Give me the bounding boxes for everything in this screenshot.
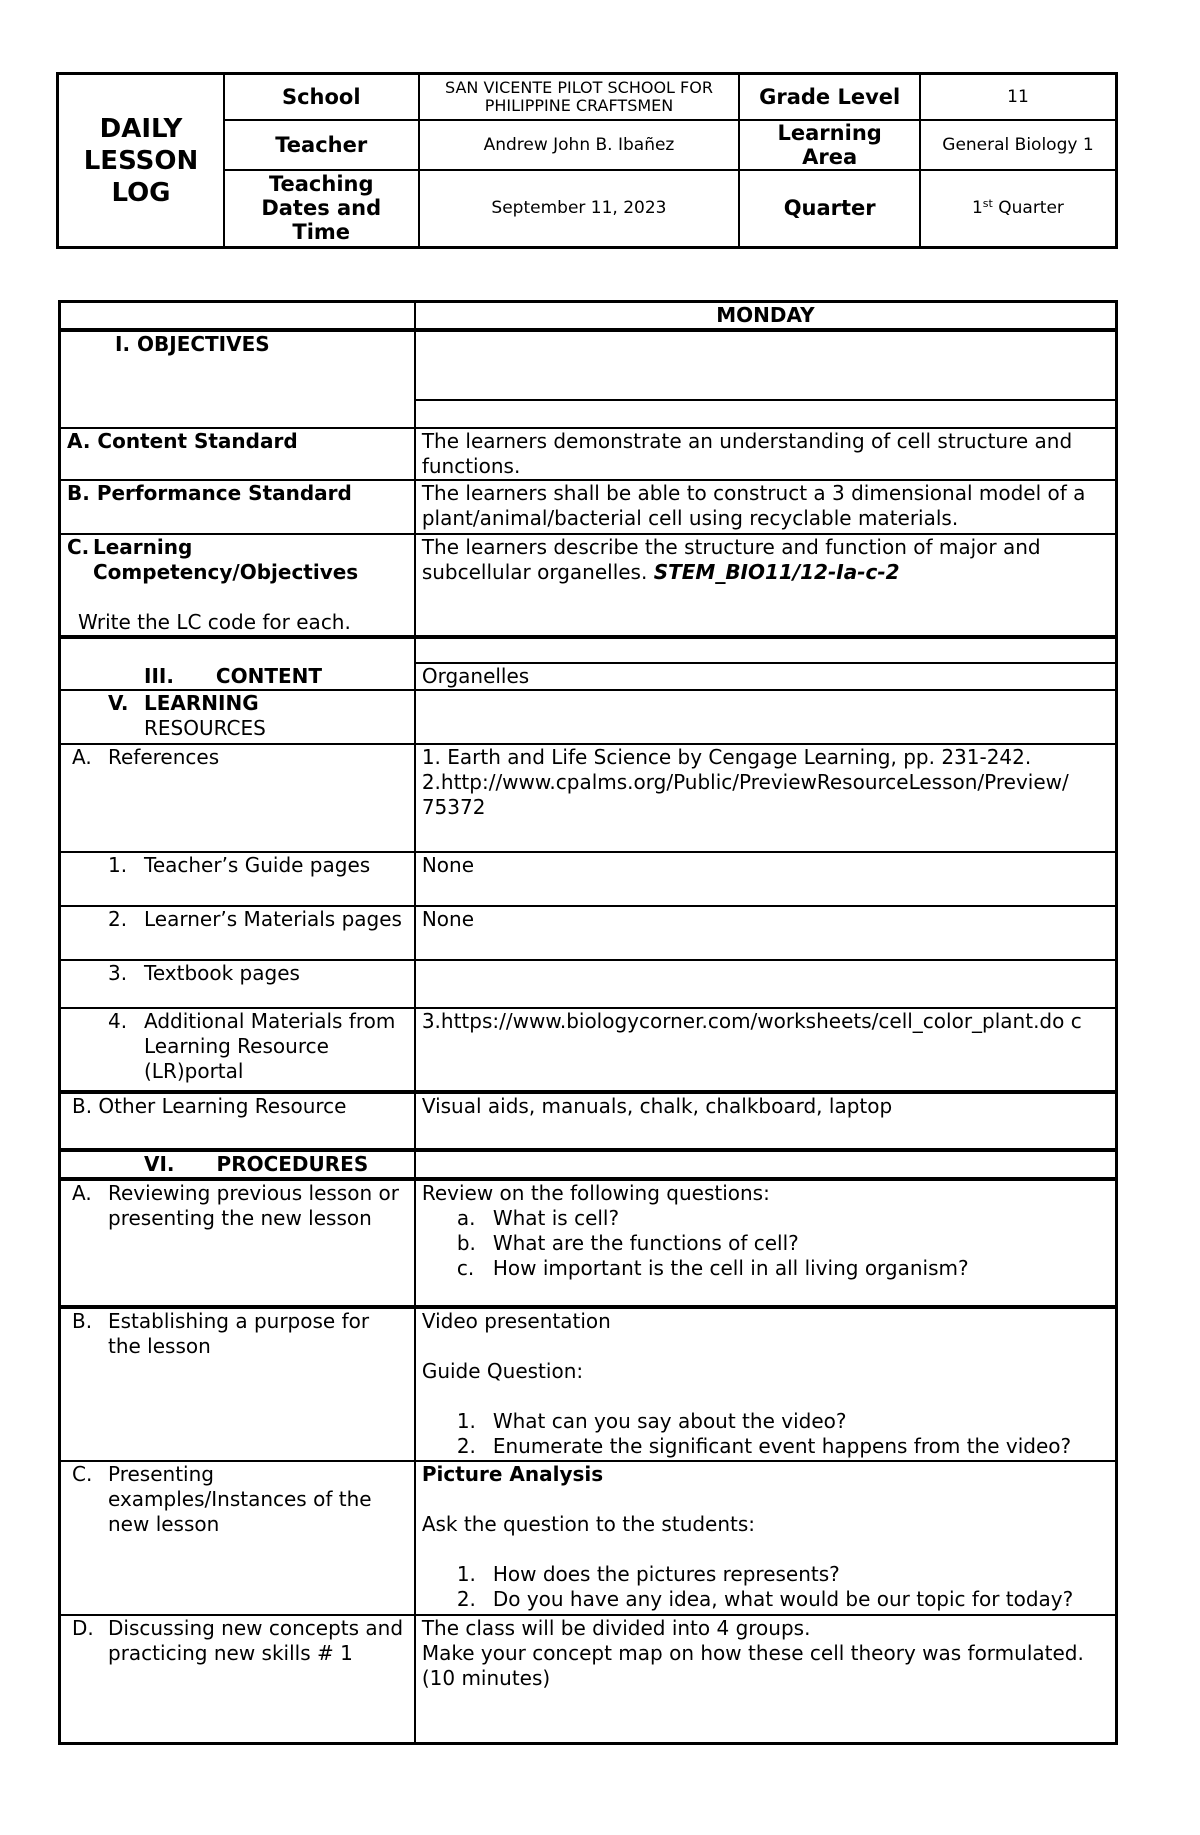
procedures-label: VI. PROCEDURES [60,1150,415,1179]
additional-materials-label: 4. Additional Materials from Learning Resource (LR)portal [60,1008,415,1092]
proc-b-label: B. Establishing a purpose for the lesson [60,1307,415,1461]
teachers-guide-value: None [415,852,1117,906]
references-value: 1. Earth and Life Science by Cengage Learning, pp. 231-242. 2.http://www.cpalms.org/Public/PreviewResourceLesson/Preview/ 75372 [415,744,1117,852]
textbook-label: 3. Textbook pages [60,960,415,1008]
learning-resources-label: V. LEARNING RESOURCES [60,690,415,744]
other-resource-label: B. Other Learning Resource [60,1092,415,1150]
performance-standard-value: The learners shall be able to construct a 3 dimensional model of a plant/animal/bacterial cell using recyclable materials. [415,480,1117,534]
teachers-guide-label: 1. Teacher’s Guide pages [60,852,415,906]
competency-label: C. Learning Competency/Objectives Write the LC code for each. [60,534,415,637]
grade-level-value: 11 [920,74,1117,120]
content-label: III. CONTENT [60,637,415,690]
proc-b-value: Video presentation Guide Question: 1. What can you say about the video? 2. Enumerate the significant event happens from the video? [415,1307,1117,1461]
grade-level-label: Grade Level [739,74,920,120]
learning-area-value: General Biology 1 [920,120,1117,170]
quarter-label: Quarter [739,170,920,248]
school-value: SAN VICENTE PILOT SCHOOL FOR PHILIPPINE CRAFTSMEN [419,74,740,120]
content-value: Organelles [415,663,1117,690]
performance-standard-label: B. Performance Standard [60,480,415,534]
content-standard-label: A. Content Standard [60,428,415,480]
quarter-value: 1st Quarter [920,170,1117,248]
picture-analysis-title: Picture Analysis [421,1462,604,1486]
school-label: School [224,74,419,120]
content-standard-value: The learners demonstrate an understanding of cell structure and functions. [415,428,1117,480]
textbook-value [415,960,1117,1008]
proc-a-label: A. Reviewing previous lesson or presenting the new lesson [60,1179,415,1307]
day-header: MONDAY [415,302,1117,331]
additional-materials-value: 3.https://www.biologycorner.com/worksheets/cell_color_plant.do c [415,1008,1117,1092]
lesson-log-table [58,300,1118,1745]
references-label: A. References [60,744,415,852]
proc-c-label: C. Presenting examples/Instances of the new lesson [60,1461,415,1615]
teacher-value: Andrew John B. Ibañez [419,120,740,170]
daily-lesson-log-title: DAILY LESSON LOG [58,74,224,248]
learners-materials-value: None [415,906,1117,960]
objectives-label: I. OBJECTIVES [60,330,415,428]
competency-value: The learners describe the structure and function of major and subcellular organelles. STEM_BIO11/12-Ia-c-2 [415,534,1117,637]
proc-a-value: Review on the following questions: a. What is cell? b. What are the functions of cell? c. How important is the cell in all living organism? [415,1179,1117,1307]
header-table [56,72,1118,249]
teaching-dates-value: September 11, 2023 [419,170,740,248]
other-resource-value: Visual aids, manuals, chalk, chalkboard, laptop [415,1092,1117,1150]
proc-d-label: D. Discussing new concepts and practicing new skills # 1 [60,1615,415,1743]
competency-note: Write the LC code for each. [78,610,351,634]
proc-c-value: Picture Analysis Ask the question to the students: 1. How does the pictures represents? 2. Do you have any idea, what would be our topic for today? [415,1461,1117,1615]
teacher-label: Teacher [224,120,419,170]
teaching-dates-label: Teaching Dates and Time [224,170,419,248]
proc-d-value: The class will be divided into 4 groups. Make your concept map on how these cell theory was formulated. (10 minutes) [415,1615,1117,1743]
learners-materials-label: 2. Learner’s Materials pages [60,906,415,960]
learning-area-label: Learning Area [739,120,920,170]
lc-code: STEM_BIO11/12-Ia-c-2 [653,560,900,584]
